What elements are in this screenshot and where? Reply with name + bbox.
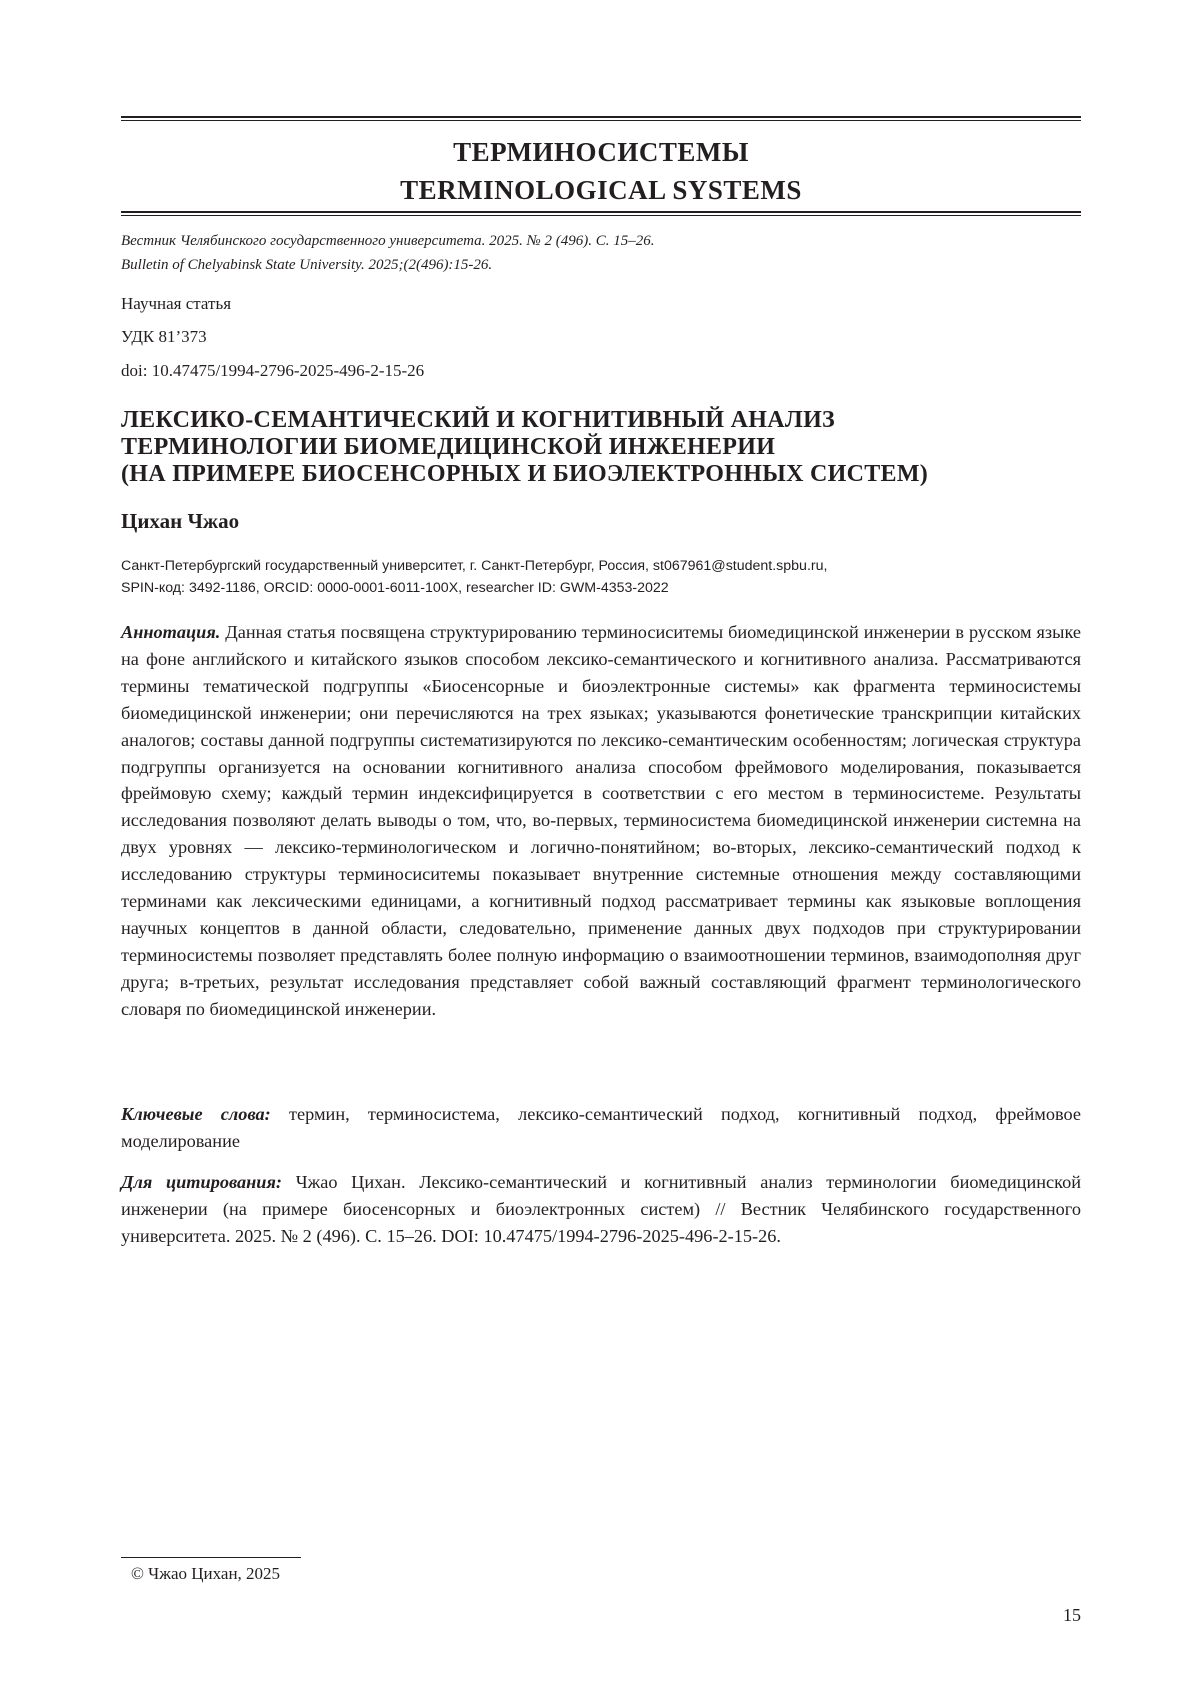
page-number: 15	[1063, 1605, 1081, 1625]
author-affiliation	[121, 555, 1081, 599]
citation-label: Для цитирования:	[121, 1172, 282, 1192]
header-rule-bottom	[121, 211, 1081, 216]
affiliation-line: Санкт-Петербургский государственный университет, г. Санкт-Петербург, Россия, st067961@student.spbu.ru,	[121, 558, 828, 574]
article-title-line: ТЕРМИНОЛОГИИ БИОМЕДИЦИНСКОЙ ИНЖЕНЕРИИ	[121, 434, 776, 460]
article-title-line: (НА ПРИМЕРЕ БИОСЕНСОРНЫХ И БИОЭЛЕКТРОННЫХ СИСТЕМ)	[121, 461, 929, 487]
copyright-footnote: © Чжао Цихан, 2025	[131, 1564, 281, 1583]
abstract	[121, 619, 1081, 1023]
affiliation-line: SPIN-код: 3492-1186, ORCID: 0000-0001-6011-100X, researcher ID: GWM-4353-2022	[121, 580, 669, 596]
article-title-line: ЛЕКСИКО-СЕМАНТИЧЕСКИЙ И КОГНИТИВНЫЙ АНАЛИЗ	[121, 407, 836, 433]
article-type: Научная статья	[121, 294, 232, 313]
keywords-text: термин, терминосистема, лексико-семантический подход, когнитивный подход, фреймовое моделирование	[121, 1104, 1082, 1151]
abstract-text: Данная статья посвящена структурированию терминосиситемы биомедицинской инженерии в русском языке на фоне английского и китайского языков способом лексико-семантического и когнитивного анализа. Рассматриваются термины тематической подгруппы «Биосенсорные и биоэлектронные системы» как фрагмента терминосистемы биомедицинской инженерии; они перечисляются на трех языках; указываются фонетические транскрипции китайских аналогов; составы данной подгруппы систематизируются по лексико-семантическим особенностям; логическая структура подгруппы организуется на основании когнитивного анализа способом фреймового моделирования, показывается фреймовую схему; каждый термин индексифицируется в соответствии с его местом в терминосистеме. Результаты исследования позволяют делать выводы о том, что, во-первых, терминосистема биомедицинской инженерии системна на двух уровнях — лексико-терминологическом и логично-понятийном; во-вторых, лексико-семантический подход к исследованию структуры терминосиситемы показывает внутренние системные отношения между составляющими терминами как лексическими единицами, а когнитивный подход рассматривает термины как языковые воплощения научных концептов в данной области, следовательно, применение данных двух подходов при структурировании терминосистемы позволяет представлять более полную информацию о взаимоотношении терминов, взаимодополняя друг друга; в-третьих, результат исследования представляет собой важный составляющий фрагмент терминологического словаря по биомедицинской инженерии.	[121, 622, 1081, 1019]
citation-text: Чжао Цихан. Лексико-семантический и когнитивный анализ терминологии биомедицинской инженерии (на примере биосенсорных и биоэлектронных систем) // Вестник Челябинского государственного университета. 2025. № 2 (496). С. 15–26. DOI: 10.47475/1994-2796-2025-496-2-15-26.	[121, 1172, 1082, 1246]
footnote-rule	[121, 1557, 301, 1558]
author-name: Цихан Чжао	[121, 509, 240, 533]
doi: doi: 10.47475/1994-2796-2025-496-2-15-26	[121, 361, 425, 380]
abstract-label: Аннотация.	[121, 622, 221, 642]
journal-citation-en: Bulletin of Chelyabinsk State University. 2025;(2(496):15-26.	[121, 257, 493, 273]
article-title	[121, 407, 1081, 488]
citation	[121, 1169, 1081, 1250]
udc-code: УДК 81’373	[121, 327, 207, 346]
header-rule-top	[121, 116, 1081, 121]
keywords	[121, 1101, 1081, 1155]
section-title-ru: ТЕРМИНОСИСТЕМЫ	[453, 137, 749, 167]
page	[121, 0, 1081, 1697]
section-title-en: TERMINOLOGICAL SYSTEMS	[400, 175, 802, 205]
journal-citation-ru: Вестник Челябинского государственного университета. 2025. № 2 (496). С. 15–26.	[121, 233, 655, 249]
keywords-label: Ключевые слова:	[121, 1104, 271, 1124]
